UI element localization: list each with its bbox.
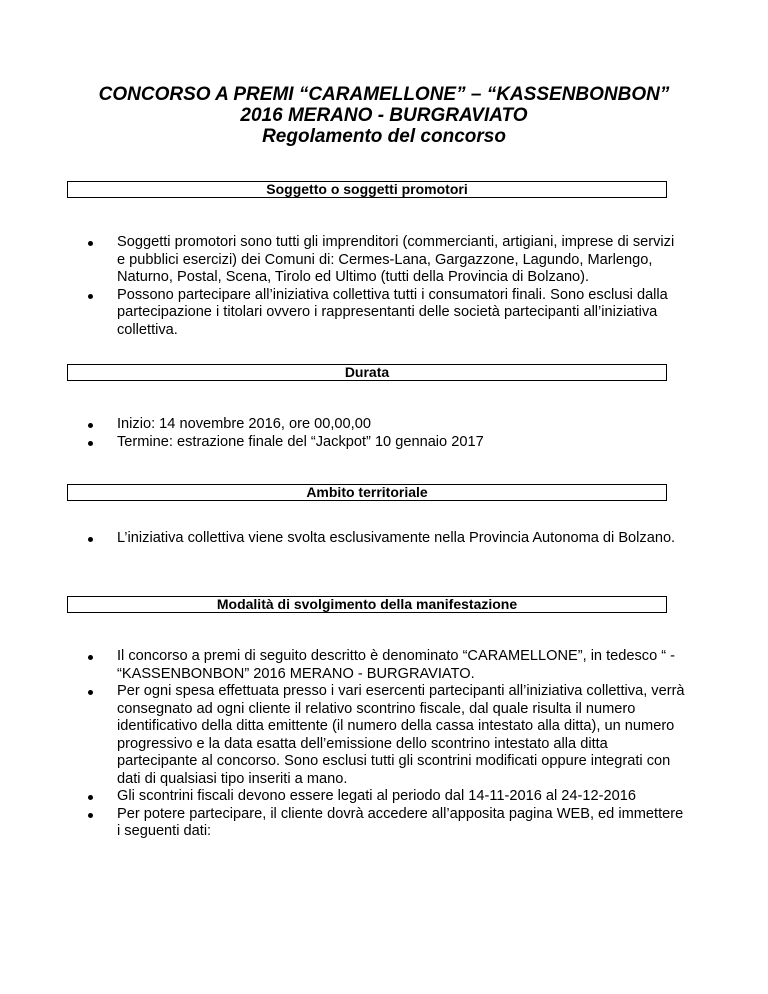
list-item: Per ogni spesa effettuata presso i vari esercenti partecipanti all’iniziativa collettiva, verrà consegnato ad ogni cliente il relativo scontrino fiscale, dal quale risulta il numero identificativo della ditta emittente (il numero della cassa intestato alla ditta), un numero progressivo e la data esatta dell’emissione dello scontrino intestato alla ditta partecipante al concorso. Sono esclusi tutti gli scontrini modificati oppure integrati con dati di qualsiasi tipo inseriti a mano. bbox=[85, 683, 685, 788]
title-line-1: CONCORSO A PREMI “CARAMELLONE” – “KASSENBONBON” bbox=[98, 84, 670, 105]
list-item: Per potere partecipare, il cliente dovrà accedere all’apposita pagina WEB, ed immettere i seguenti dati: bbox=[85, 806, 685, 841]
list-item: Possono partecipare all’iniziativa collettiva tutti i consumatori finali. Sono esclusi dalla partecipazione i titolari ovvero i rappresentanti delle società partecipanti all’iniziativa collettiva. bbox=[85, 287, 685, 340]
section-header-promotori: Soggetto o soggetti promotori bbox=[67, 181, 667, 198]
section-list-modalita bbox=[85, 648, 685, 841]
title-line-2: 2016 MERANO - BURGRAVIATO bbox=[240, 105, 528, 126]
list-item: Gli scontrini fiscali devono essere legati al periodo dal 14-11-2016 al 24-12-2016 bbox=[85, 788, 685, 806]
list-item: Termine: estrazione finale del “Jackpot” 10 gennaio 2017 bbox=[85, 434, 685, 452]
list-item: L’iniziativa collettiva viene svolta esclusivamente nella Provincia Autonoma di Bolzano. bbox=[85, 530, 685, 548]
list-item: Inizio: 14 novembre 2016, ore 00,00,00 bbox=[85, 416, 685, 434]
section-header-durata: Durata bbox=[67, 364, 667, 381]
section-list-ambito bbox=[85, 530, 685, 548]
section-header-ambito: Ambito territoriale bbox=[67, 484, 667, 501]
section-list-promotori bbox=[85, 234, 685, 339]
section-list-durata bbox=[85, 416, 685, 451]
document-title bbox=[0, 84, 768, 147]
section-header-modalita: Modalità di svolgimento della manifestazione bbox=[67, 596, 667, 613]
title-line-3: Regolamento del concorso bbox=[262, 126, 506, 147]
list-item: Soggetti promotori sono tutti gli imprenditori (commercianti, artigiani, imprese di servizi e pubblici esercizi) dei Comuni di: Cermes-Lana, Gargazzone, Lagundo, Marlengo, Naturno, Postal, Scena, Tirolo ed Ultimo (tutti della Provincia di Bolzano). bbox=[85, 234, 685, 287]
list-item: Il concorso a premi di seguito descritto è denominato “CARAMELLONE”, in tedesco “ - “KASSENBONBON” 2016 MERANO - BURGRAVIATO. bbox=[85, 648, 685, 683]
